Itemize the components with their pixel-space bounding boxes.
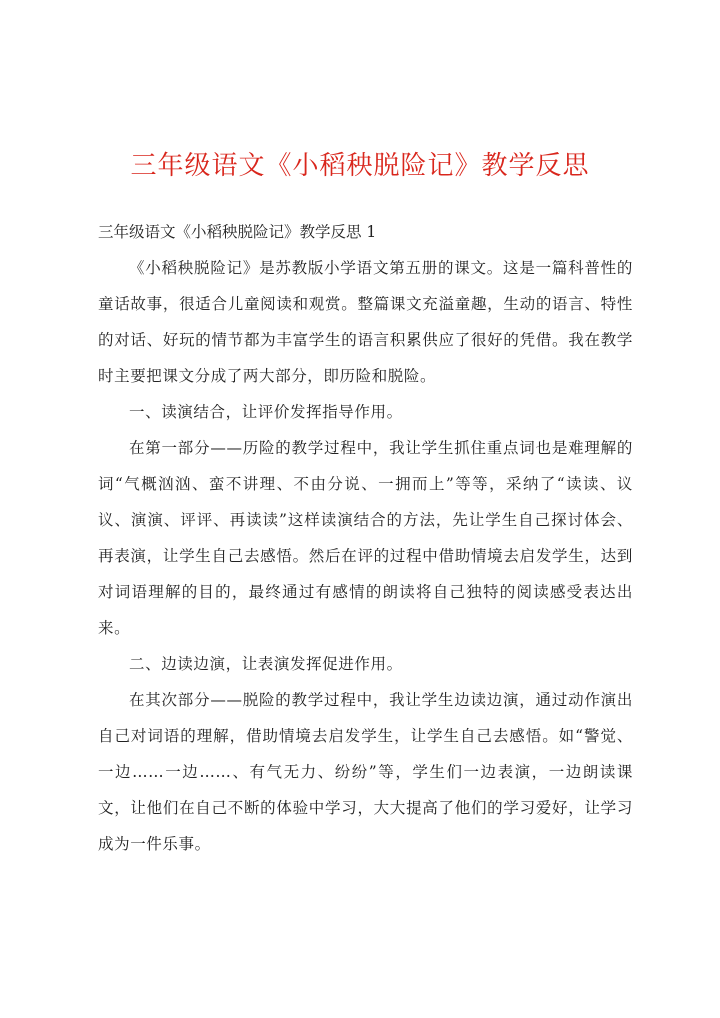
paragraph-part-2: 在其次部分——脱险的教学过程中，我让学生边读边演，通过动作演出自己对词语的理解，借助情境去启发学生，让学生自己去感悟。如“警觉、一边……一边……、有气无力、纷纷”等，学生们一边表演，一边朗读课文，让他们在自己不断的体验中学习，大大提高了他们的学习爱好，让学习成为一件乐事。: [98, 691, 633, 853]
section-subtitle: 三年级语文《小稻秧脱险记》教学反思 1: [98, 223, 377, 241]
document-body: [98, 214, 633, 862]
paragraph-intro: 《小稻秧脱险记》是苏教版小学语文第五册的课文。这是一篇科普性的童话故事，很适合儿童阅读和观赏。整篇课文充溢童趣，生动的语言、特性的对话、好玩的情节都为丰富学生的语言积累供应了很好的凭借。我在教学时主要把课文分成了两大部分，即历险和脱险。: [98, 259, 633, 385]
paragraph-part-1: 在第一部分——历险的教学过程中，我让学生抓住重点词也是难理解的词“气概汹汹、蛮不讲理、不由分说、一拥而上”等等，采纳了“读读、议议、演演、评评、再读读”这样读演结合的方法，先让学生自己探讨体会、再表演，让学生自己去感悟。然后在评的过程中借助情境去启发学生，达到对词语理解的目的，最终通过有感情的朗读将自己独特的阅读感受表达出来。: [98, 439, 633, 637]
section-heading-1: 一、读演结合，让评价发挥指导作用。: [129, 403, 403, 421]
document-title: 三年级语文《小稻秧脱险记》教学反思: [130, 151, 590, 181]
section-heading-2: 二、边读边演，让表演发挥促进作用。: [129, 655, 403, 673]
